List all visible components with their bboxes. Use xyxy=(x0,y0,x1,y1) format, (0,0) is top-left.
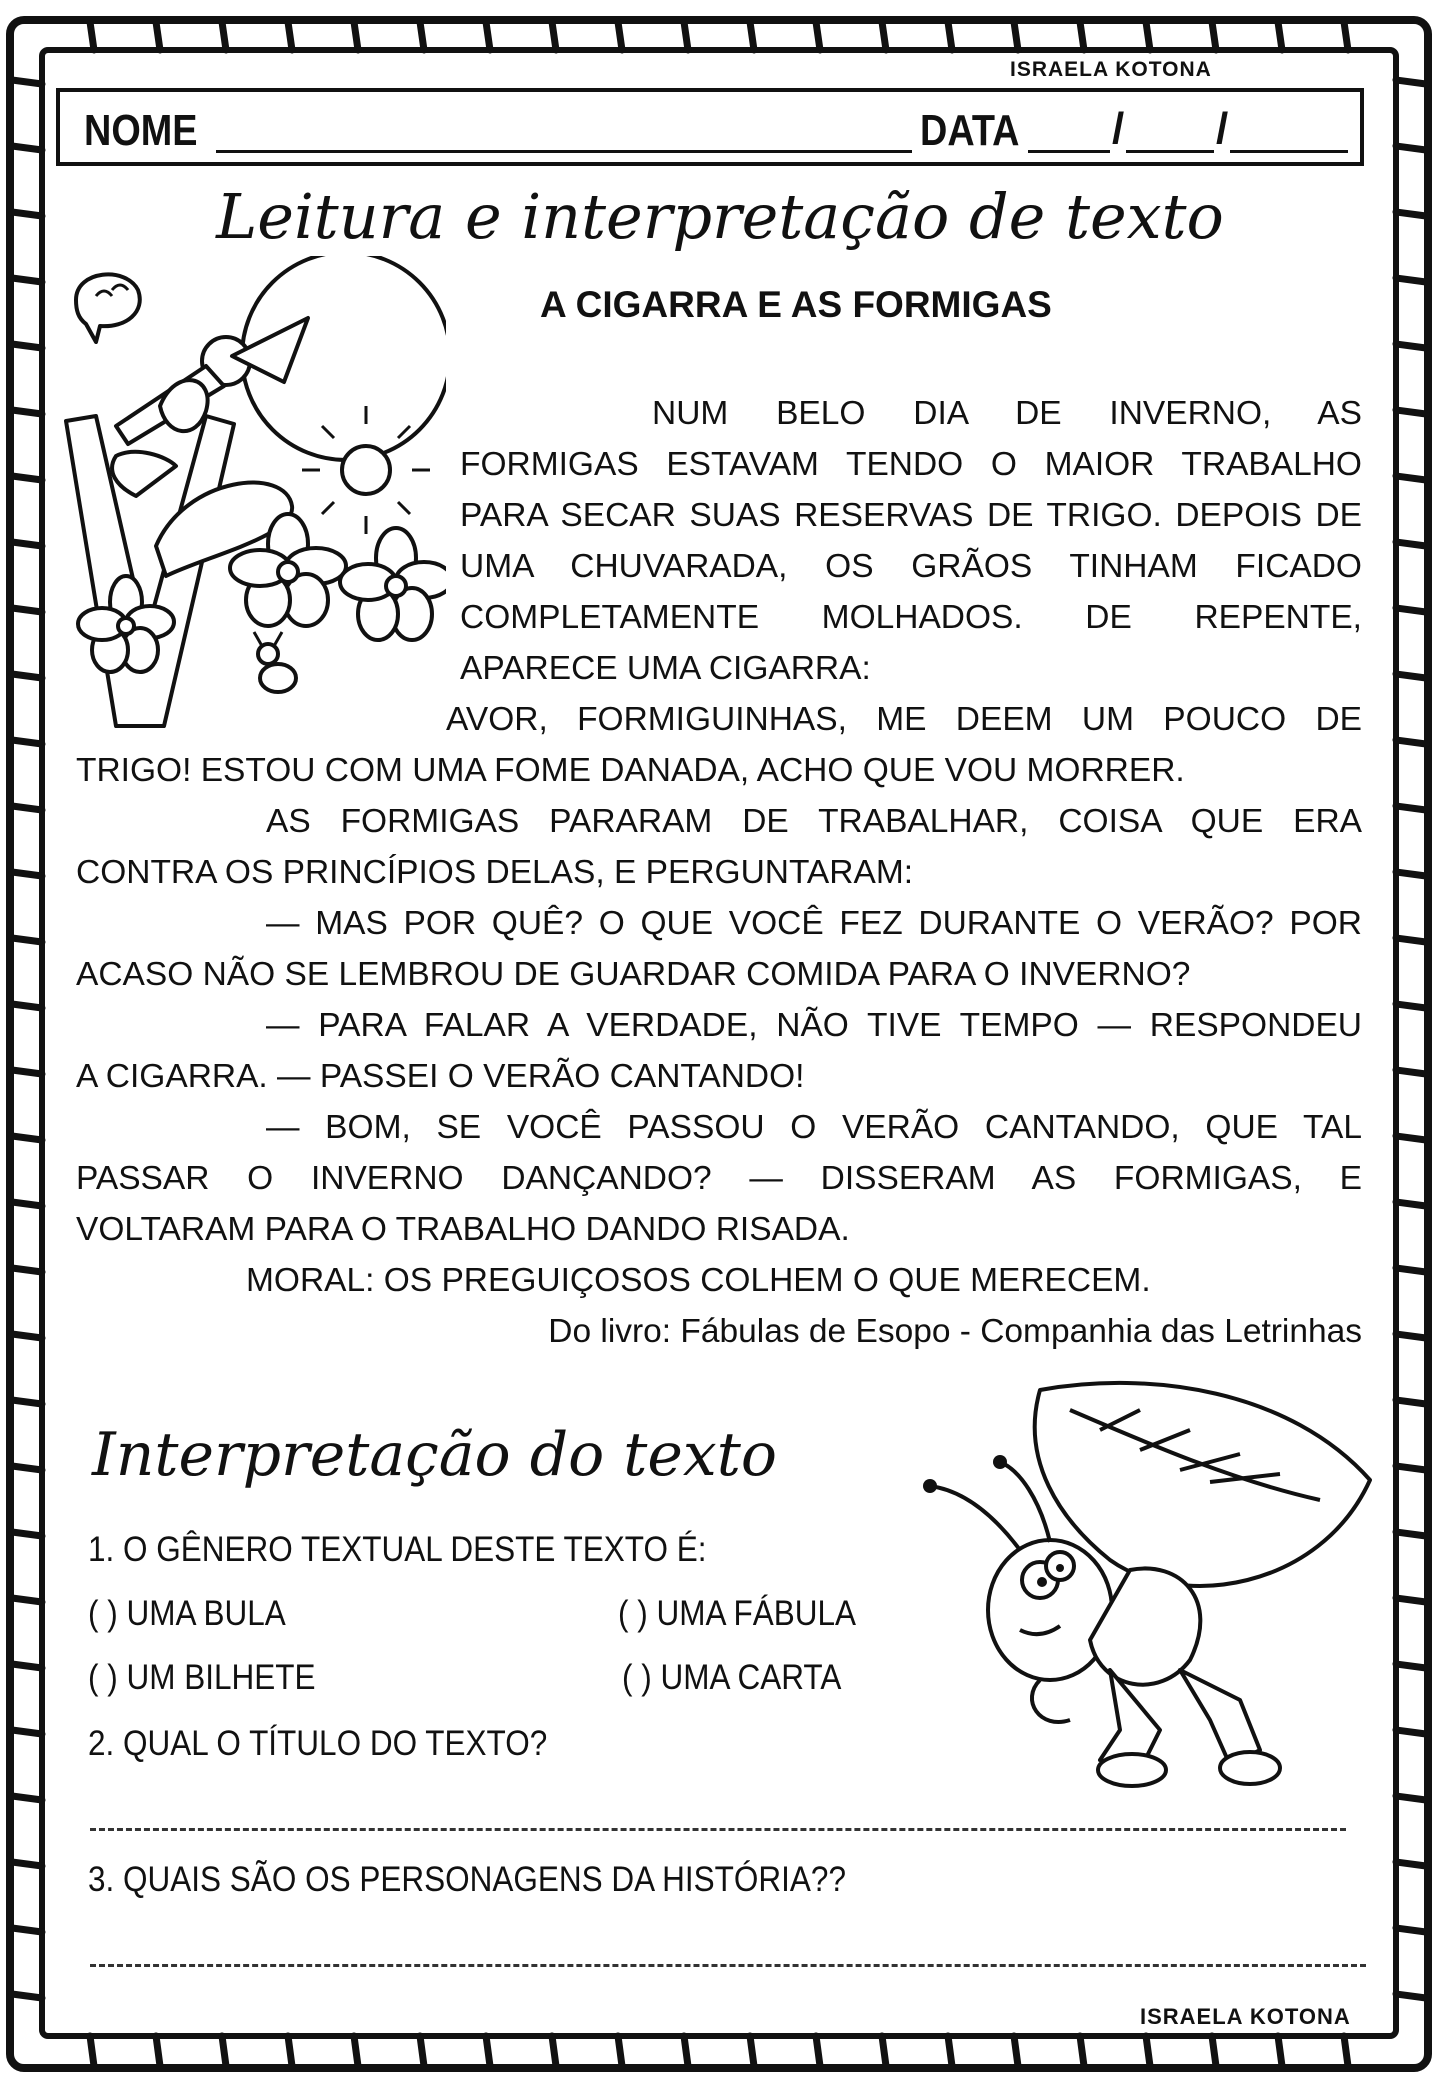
story-line: UMA CHUVARADA, OS GRÃOS TINHAM FICADO xyxy=(460,548,1362,585)
ant-carrying-leaf-illustration xyxy=(900,1370,1390,1810)
date-slash: / xyxy=(1216,104,1229,153)
story-line: PARA SECAR SUAS RESERVAS DE TRIGO. DEPOIS DE xyxy=(460,497,1362,534)
name-label: NOME xyxy=(84,106,198,155)
option-uma-fabula[interactable]: ( ) UMA FÁBULA xyxy=(618,1594,857,1633)
story-line: PASSAR O INVERNO DANÇANDO? — DISSERAM AS FORMIGAS, E xyxy=(76,1160,1362,1197)
cicada-illustration xyxy=(56,256,446,736)
date-slash: / xyxy=(1112,104,1125,153)
story-paragraph-1 xyxy=(460,388,1362,694)
story-title: A CIGARRA E AS FORMIGAS xyxy=(540,284,1052,325)
story-line: ACASO NÃO SE LEMBROU DE GUARDAR COMIDA PARA O INVERNO? xyxy=(76,956,1191,993)
answer-line-3[interactable] xyxy=(90,1964,1366,1967)
story-line: A CIGARRA. — PASSEI O VERÃO CANTANDO! xyxy=(76,1058,805,1095)
story-source: Do livro: Fábulas de Esopo - Companhia das Letrinhas xyxy=(548,1313,1362,1350)
date-label: DATA xyxy=(920,106,1020,155)
story-line: — BOM, SE VOCÊ PASSOU O VERÃO CANTANDO, QUE TAL xyxy=(266,1109,1362,1146)
question-3: 3. QUAIS SÃO OS PERSONAGENS DA HISTÓRIA?? xyxy=(88,1860,846,1899)
reading-heading: Leitura e interpretação de texto xyxy=(216,180,1224,253)
story-line: FORMIGAS ESTAVAM TENDO O MAIOR TRABALHO xyxy=(460,446,1362,483)
answer-line-2[interactable] xyxy=(90,1828,1346,1831)
name-date-box xyxy=(56,88,1364,166)
story-line: NUM BELO DIA DE INVERNO, AS xyxy=(652,395,1362,432)
option-uma-carta[interactable]: ( ) UMA CARTA xyxy=(622,1658,842,1697)
story-line: — PARA FALAR A VERDADE, NÃO TIVE TEMPO — RESPONDEU xyxy=(266,1007,1362,1044)
author-credit-top: ISRAELA KOTONA xyxy=(1010,58,1212,81)
date-year-line[interactable] xyxy=(1230,150,1348,153)
story-line: VOLTARAM PARA O TRABALHO DANDO RISADA. xyxy=(76,1211,850,1248)
question-2: 2. QUAL O TÍTULO DO TEXTO? xyxy=(88,1724,548,1763)
story-line: CONTRA OS PRINCÍPIOS DELAS, E PERGUNTARAM: xyxy=(76,854,914,891)
story-line: — MAS POR QUÊ? O QUE VOCÊ FEZ DURANTE O VERÃO? POR xyxy=(266,905,1362,942)
option-um-bilhete[interactable]: ( ) UM BILHETE xyxy=(88,1658,316,1697)
story-paragraph-2 xyxy=(76,694,1362,1357)
author-credit-bottom: ISRAELA KOTONA xyxy=(1140,2004,1351,2029)
story-line: APARECE UMA CIGARRA: xyxy=(460,650,871,687)
option-uma-bula[interactable]: ( ) UMA BULA xyxy=(88,1594,286,1633)
story-line: AVOR, FORMIGUINHAS, ME DEEM UM POUCO DE xyxy=(446,701,1362,738)
name-field-line[interactable] xyxy=(216,150,912,153)
story-line: COMPLETAMENTE MOLHADOS. DE REPENTE, xyxy=(460,599,1362,636)
story-line: TRIGO! ESTOU COM UMA FOME DANADA, ACHO QUE VOU MORRER. xyxy=(76,752,1185,789)
story-line: AS FORMIGAS PARARAM DE TRABALHAR, COISA QUE ERA xyxy=(266,803,1362,840)
question-1: 1. O GÊNERO TEXTUAL DESTE TEXTO É: xyxy=(88,1530,707,1569)
story-moral: MORAL: OS PREGUIÇOSOS COLHEM O QUE MERECEM. xyxy=(246,1262,1151,1299)
interpretation-heading: Interpretação do texto xyxy=(92,1420,777,1490)
date-month-line[interactable] xyxy=(1126,150,1214,153)
date-day-line[interactable] xyxy=(1028,150,1110,153)
